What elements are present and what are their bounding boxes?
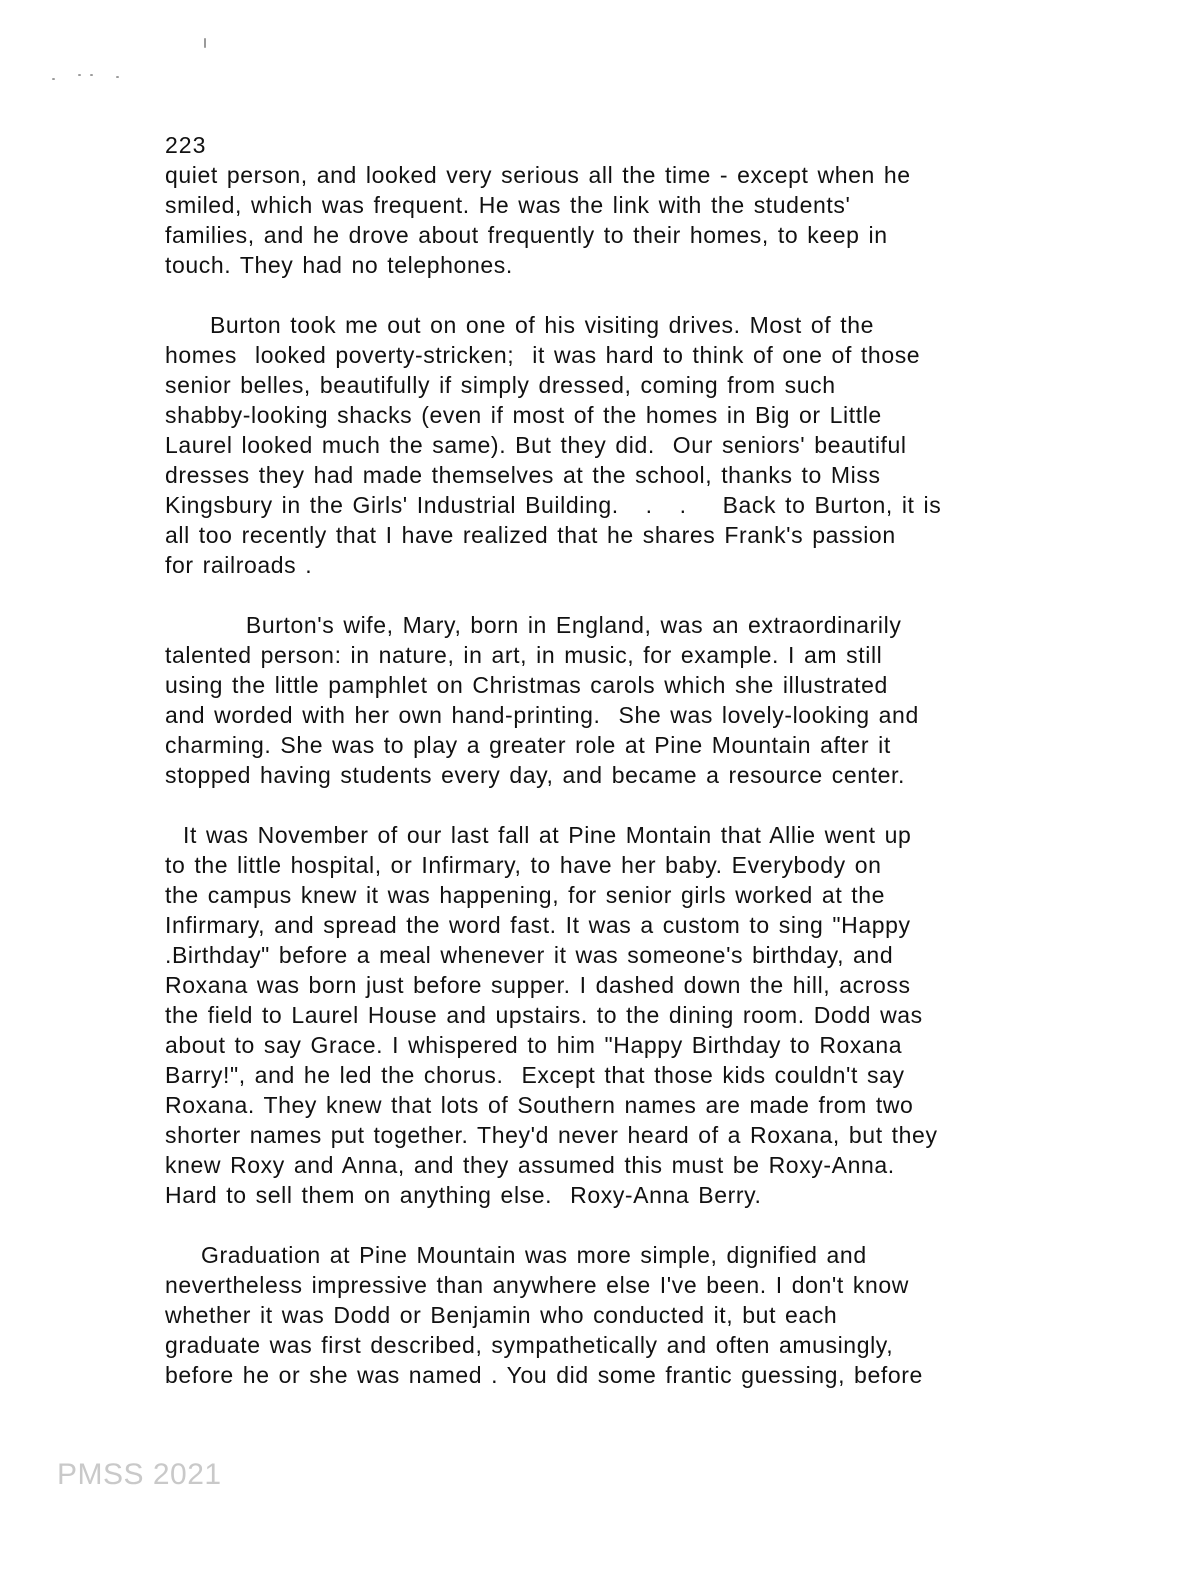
- scan-speck: [116, 76, 119, 78]
- text-line: touch. They had no telephones.: [165, 252, 513, 278]
- watermark: PMSS 2021: [57, 1458, 222, 1491]
- text-line: nevertheless impressive than anywhere else I've been. I don't know: [165, 1272, 909, 1298]
- text-line: homes looked poverty-stricken; it was hard to think of one of those: [165, 342, 921, 368]
- text-line: Infirmary, and spread the word fast. It was a custom to sing "Happy: [165, 912, 911, 938]
- text-line: Kingsbury in the Girls' Industrial Building. . . Back to Burton, it is: [165, 492, 942, 518]
- text-line: Graduation at Pine Mountain was more simple, dignified and: [165, 1242, 867, 1268]
- text-line: dresses they had made themselves at the school, thanks to Miss: [165, 462, 881, 488]
- scan-speck: [204, 38, 206, 48]
- text-line: Burton took me out on one of his visiting drives. Most of the: [165, 312, 874, 338]
- text-line: shabby-looking shacks (even if most of the homes in Big or Little: [165, 402, 882, 428]
- text-line: the field to Laurel House and upstairs. to the dining room. Dodd was: [165, 1002, 923, 1028]
- text-line: before he or she was named . You did some frantic guessing, before: [165, 1362, 923, 1388]
- text-line: smiled, which was frequent. He was the link with the students': [165, 192, 851, 218]
- text-line: Burton's wife, Mary, born in England, was an extraordinarily: [165, 612, 902, 638]
- text-line: knew Roxy and Anna, and they assumed this must be Roxy-Anna.: [165, 1152, 895, 1178]
- page-number: 223: [165, 132, 207, 158]
- text-line: whether it was Dodd or Benjamin who conducted it, but each: [165, 1302, 838, 1328]
- text-line: Laurel looked much the same). But they did. Our seniors' beautiful: [165, 432, 907, 458]
- scan-speck: [90, 74, 93, 76]
- text-line: and worded with her own hand-printing. She was lovely-looking and: [165, 702, 919, 728]
- text-line: families, and he drove about frequently to their homes, to keep in: [165, 222, 888, 248]
- text-line: Hard to sell them on anything else. Roxy-Anna Berry.: [165, 1182, 762, 1208]
- text-line: to the little hospital, or Infirmary, to have her baby. Everybody on: [165, 852, 882, 878]
- text-line: about to say Grace. I whispered to him "Happy Birthday to Roxana: [165, 1032, 903, 1058]
- text-line: for railroads .: [165, 552, 313, 578]
- text-line: .Birthday" before a meal whenever it was someone's birthday, and: [165, 942, 894, 968]
- text-line: graduate was first described, sympathetically and often amusingly,: [165, 1332, 894, 1358]
- text-line: Barry!", and he led the chorus. Except that those kids couldn't say: [165, 1062, 905, 1088]
- text-line: quiet person, and looked very serious all the time - except when he: [165, 162, 911, 188]
- text-line: using the little pamphlet on Christmas carols which she illustrated: [165, 672, 888, 698]
- text-line: shorter names put together. They'd never heard of a Roxana, but they: [165, 1122, 938, 1148]
- text-line: talented person: in nature, in art, in music, for example. I am still: [165, 642, 883, 668]
- text-line: the campus knew it was happening, for senior girls worked at the: [165, 882, 886, 908]
- text-line: all too recently that I have realized that he shares Frank's passion: [165, 522, 896, 548]
- text-line: senior belles, beautifully if simply dressed, coming from such: [165, 372, 836, 398]
- text-line: Roxana. They knew that lots of Southern names are made from two: [165, 1092, 914, 1118]
- text-line: It was November of our last fall at Pine Montain that Allie went up: [165, 822, 912, 848]
- scan-speck: [78, 74, 81, 76]
- scan-speck: [52, 78, 55, 80]
- text-line: stopped having students every day, and became a resource center.: [165, 762, 906, 788]
- text-line: Roxana was born just before supper. I dashed down the hill, across: [165, 972, 911, 998]
- text-line: charming. She was to play a greater role at Pine Mountain after it: [165, 732, 891, 758]
